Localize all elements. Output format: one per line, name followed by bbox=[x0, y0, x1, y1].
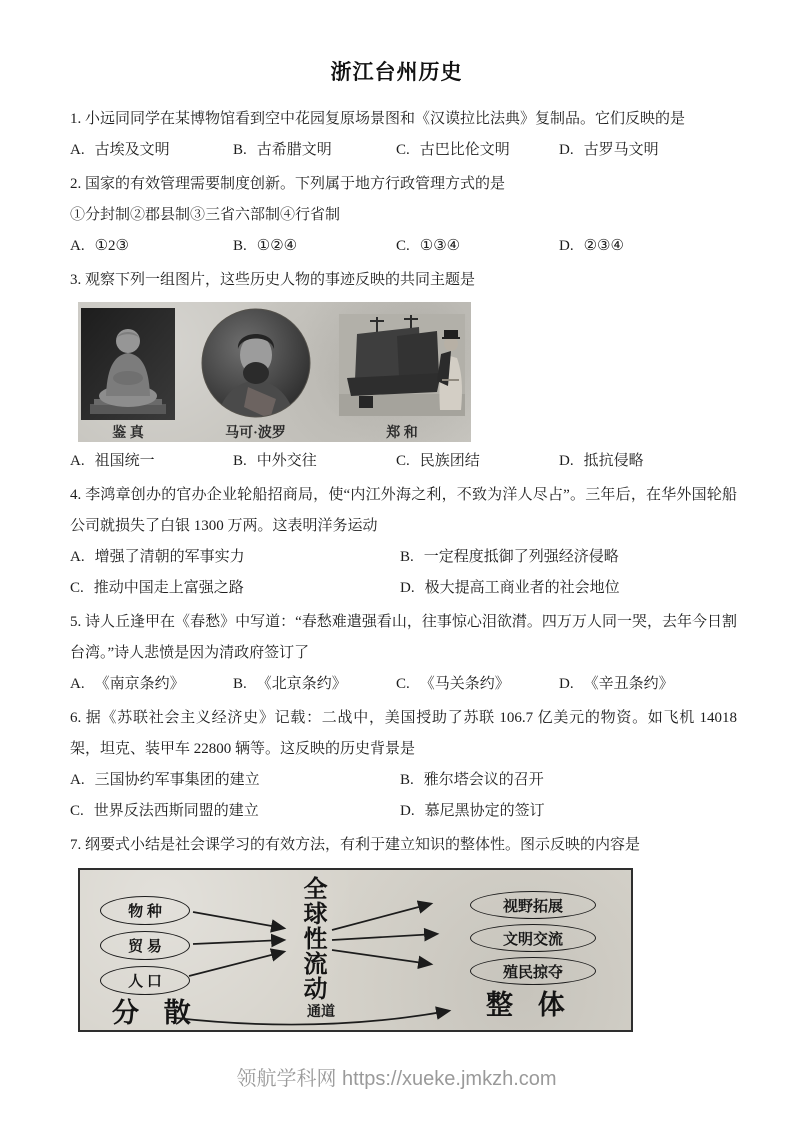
exam-content bbox=[0, 86, 793, 1032]
option-4a: A. 增强了清朝的军事实力 bbox=[70, 549, 245, 565]
diagram-ellipse-vision: 视野拓展 bbox=[470, 891, 596, 919]
question-1-options bbox=[70, 135, 737, 166]
diagram-label-scattered: 分 散 bbox=[112, 998, 200, 1028]
option-2c: C. ①③④ bbox=[396, 238, 461, 254]
option-1a: A. 古埃及文明 bbox=[70, 142, 170, 158]
option-2d: D. ②③④ bbox=[559, 238, 624, 254]
figure-marco-polo bbox=[178, 302, 333, 442]
option-3c: C. 民族团结 bbox=[396, 453, 480, 469]
option-5b: B. 《北京条约》 bbox=[233, 676, 347, 692]
question-6-options-row-1 bbox=[70, 765, 737, 796]
question-4-number: 4. bbox=[70, 487, 82, 503]
option-3b: B. 中外交往 bbox=[233, 453, 317, 469]
option-3a: A. 祖国统一 bbox=[70, 453, 155, 469]
figure-caption-zhenghe: 郑 和 bbox=[386, 426, 418, 441]
zhenghe-ships-photo bbox=[339, 314, 465, 416]
option-1d: D. 古罗马文明 bbox=[559, 142, 659, 158]
diagram-label-whole: 整 体 bbox=[486, 990, 574, 1020]
question-1-number: 1. bbox=[70, 111, 82, 127]
diagram-ellipse-civilization: 文明交流 bbox=[470, 924, 596, 952]
option-2a: A. ①2③ bbox=[70, 238, 129, 254]
option-4d: D. 极大提高工商业者的社会地位 bbox=[400, 580, 620, 596]
question-6-number: 6. bbox=[70, 710, 82, 726]
question-4-options-row-2 bbox=[70, 573, 737, 604]
question-6-stem: 据《苏联社会主义经济史》记载：二战中，美国授助了苏联 106.7 亿美元的物资。如飞机 14018 架，坦克、装甲车 22800 辆等。这反映的历史背景是 bbox=[70, 710, 738, 757]
question-5-options bbox=[70, 669, 737, 700]
figure-zhenghe bbox=[333, 302, 471, 442]
question-2-stem: 国家的有效管理需要制度创新。下列属于地方行政管理方式的是 bbox=[85, 176, 506, 192]
question-7-stem: 纲要式小结是社会课学习的有效方法，有利于建立知识的整体性。图示反映的内容是 bbox=[85, 837, 641, 853]
question-7-number: 7. bbox=[70, 837, 82, 853]
option-6a: A. 三国协约军事集团的建立 bbox=[70, 772, 260, 788]
question-2 bbox=[70, 169, 737, 262]
question-5 bbox=[70, 607, 737, 700]
option-5c: C. 《马关条约》 bbox=[396, 676, 510, 692]
option-1b: B. 古希腊文明 bbox=[233, 142, 332, 158]
diagram-ellipse-species: 物 种 bbox=[100, 896, 190, 925]
question-5-number: 5. bbox=[70, 614, 82, 630]
question-4 bbox=[70, 480, 737, 604]
question-1-stem: 小远同同学在某博物馆看到空中花园复原场景图和《汉谟拉比法典》复制品。它们反映的是 bbox=[85, 111, 686, 127]
question-1 bbox=[70, 104, 737, 166]
question-5-stem: 诗人丘逢甲在《春愁》中写道：“春愁难遣强看山，往事惊心泪欲潸。四万万人同一哭，去年今日割台湾。”诗人悲愤是因为清政府签订了 bbox=[70, 614, 737, 661]
option-6b: B. 雅尔塔会议的召开 bbox=[400, 772, 544, 788]
figure-caption-marco-polo: 马可·波罗 bbox=[225, 426, 286, 441]
marco-polo-portrait-photo bbox=[200, 307, 312, 419]
question-4-stem: 李鸿章创办的官办企业轮船招商局，使“内江外海之利，不致为洋人尽占”。三年后，在华外国轮船公司就损失了白银 1300 万两。这表明洋务运动 bbox=[70, 487, 737, 534]
diagram-arrows bbox=[80, 870, 631, 1030]
jianzhen-statue-photo bbox=[81, 308, 175, 420]
question-7 bbox=[70, 830, 737, 1032]
question-6 bbox=[70, 703, 737, 827]
question-3-number: 3. bbox=[70, 272, 82, 288]
option-4b: B. 一定程度抵御了列强经济侵略 bbox=[400, 549, 619, 565]
figure-caption-jianzhen: 鉴 真 bbox=[112, 426, 144, 441]
question-7-diagram bbox=[78, 868, 633, 1032]
question-3-stem: 观察下列一组图片，这些历史人物的事迹反映的共同主题是 bbox=[85, 272, 476, 288]
figure-jianzhen bbox=[78, 302, 178, 442]
option-6c: C. 世界反法西斯同盟的建立 bbox=[70, 803, 259, 819]
option-2b: B. ①②④ bbox=[233, 238, 298, 254]
question-3-photo-strip bbox=[78, 302, 471, 442]
option-6d: D. 慕尼黑协定的签订 bbox=[400, 803, 545, 819]
option-4c: C. 推动中国走上富强之路 bbox=[70, 580, 244, 596]
option-5a: A. 《南京条约》 bbox=[70, 676, 185, 692]
question-6-options-row-2 bbox=[70, 796, 737, 827]
question-2-items: ①分封制②郡县制③三省六部制④行省制 bbox=[70, 207, 341, 223]
question-2-options bbox=[70, 231, 737, 262]
watermark-site-url: 领航学科网 https://xueke.jmkzh.com bbox=[236, 1068, 557, 1090]
question-3 bbox=[70, 265, 737, 477]
diagram-label-channel: 通道 bbox=[307, 1005, 335, 1020]
question-2-number: 2. bbox=[70, 176, 82, 192]
question-4-options-row-1 bbox=[70, 542, 737, 573]
diagram-ellipse-population: 人 口 bbox=[100, 966, 190, 995]
diagram-ellipse-trade: 贸 易 bbox=[100, 931, 190, 960]
option-3d: D. 抵抗侵略 bbox=[559, 453, 644, 469]
question-3-options bbox=[70, 446, 737, 477]
diagram-label-global-flow: 全球性流动 bbox=[299, 876, 325, 1001]
option-5d: D. 《辛丑条约》 bbox=[559, 676, 674, 692]
page-title: 浙江台州历史 bbox=[330, 60, 463, 84]
option-1c: C. 古巴比伦文明 bbox=[396, 142, 510, 158]
diagram-ellipse-colonial: 殖民掠夺 bbox=[470, 957, 596, 985]
